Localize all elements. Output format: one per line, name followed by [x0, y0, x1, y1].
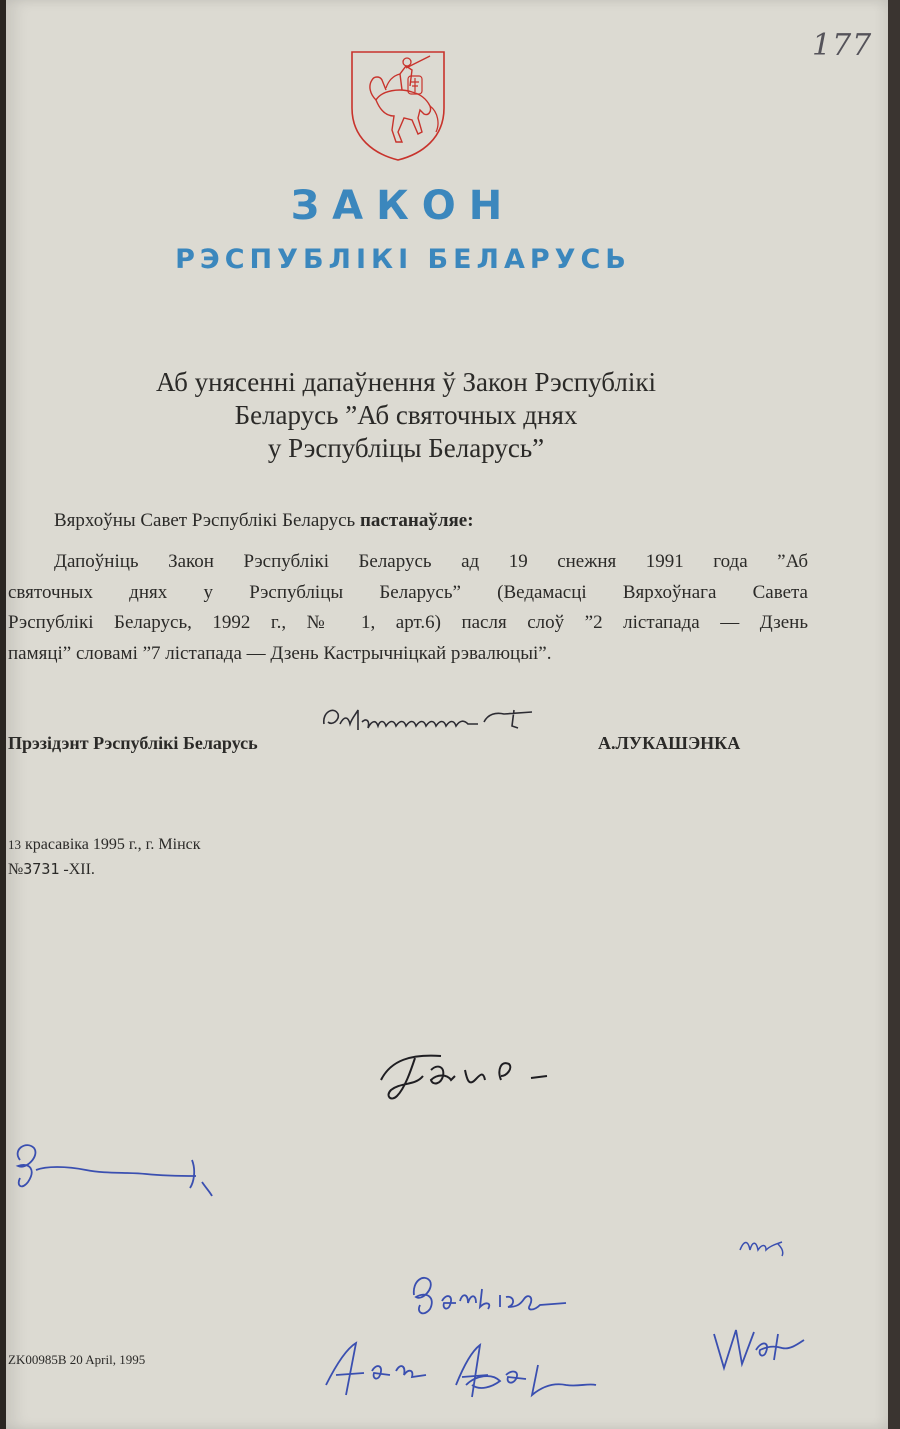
handwritten-signature	[406, 1265, 606, 1325]
president-signature	[318, 700, 548, 740]
signatory-position: Прэзідэнт Рэспублікі Беларусь	[8, 733, 258, 753]
binding-edge	[888, 0, 900, 1429]
body-line: памяці” словамі ”7 лістапада — Дзень Кастрычніцкай рэвалюцыі”.	[8, 642, 552, 664]
body-line: Рэспублікі Беларусь, 1992 г., № 1, арт.6) пасля слоў ”2 лістапада — Дзень	[8, 612, 808, 633]
handwritten-signature	[371, 1040, 611, 1110]
date-place	[8, 836, 201, 854]
handwritten-signature	[316, 1325, 636, 1420]
document-subheading: РЭСПУБЛІКІ БЕЛАРУСЬ	[175, 244, 631, 275]
document-heading: ЗАКОН	[290, 183, 516, 229]
pahonia-coat-of-arms-icon	[346, 46, 450, 164]
preamble	[54, 510, 474, 532]
signatory-name: А.ЛУКАШЭНКА	[598, 733, 741, 753]
date-rest: красавіка 1995 г., г. Мінск	[21, 836, 201, 853]
law-title-line: у Рэспубліцы Беларусь”	[267, 433, 545, 463]
number-suffix: -XII.	[59, 861, 95, 878]
preamble-text: Вярхоўны Савет Рэспублікі Беларусь	[54, 510, 360, 531]
body-line: святочных днях у Рэспубліцы Беларусь” (Ведамасці Вярхоўнага Савета	[8, 581, 808, 603]
law-title-line: Аб унясенні дапаўнення ў Закон Рэспублікі	[156, 367, 656, 397]
page-number: 177	[812, 28, 873, 63]
handwritten-signature	[6, 1130, 226, 1210]
date-day: 13	[8, 837, 21, 852]
number-value: 3731	[23, 860, 60, 878]
law-title-line: Беларусь ”Аб святочных днях	[234, 400, 578, 430]
preamble-verb: пастанаўляе:	[359, 510, 474, 531]
number-prefix: №	[8, 861, 24, 878]
law-number	[8, 860, 95, 879]
law-body	[8, 547, 808, 669]
law-title	[66, 366, 746, 465]
body-line: Дапоўніць Закон Рэспублікі Беларусь ад 19 снежня 1991 года ”Аб	[54, 551, 808, 572]
document-page	[6, 0, 888, 1429]
footer-registration-code: ZK00985B 20 April, 1995	[8, 1352, 146, 1367]
handwritten-signature	[706, 1320, 816, 1380]
handwritten-signature	[736, 1230, 796, 1260]
